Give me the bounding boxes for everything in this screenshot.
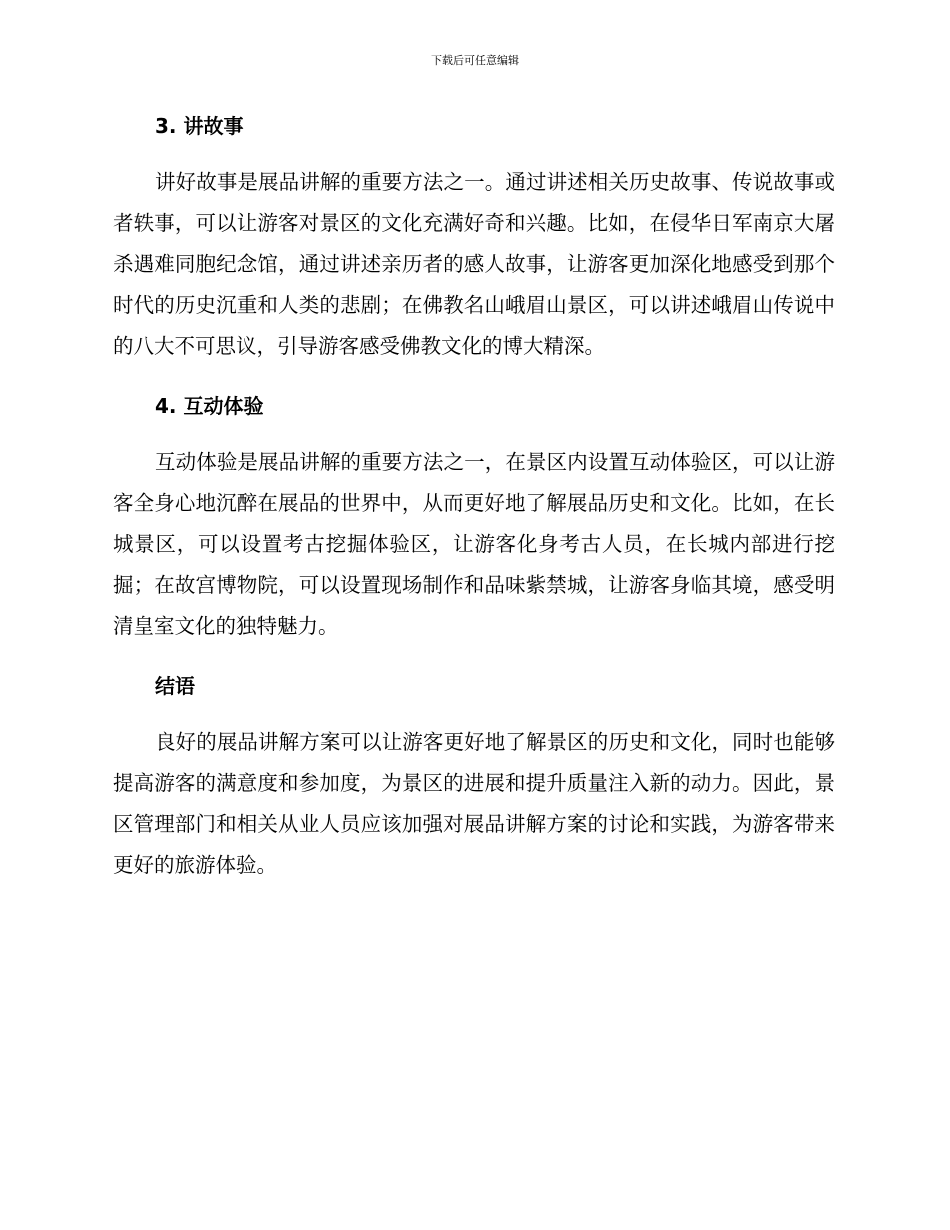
section-storytelling (113, 106, 835, 367)
section-conclusion (113, 666, 835, 886)
section-paragraph: 互动体验是展品讲解的重要方法之一，在景区内设置互动体验区，可以让游客全身心地沉醉在展品的世界中，从而更好地了解展品历史和文化。比如，在长城景区，可以设置考古挖掘体验区，让游客化身考古人员，在长城内部进行挖掘；在故宫博物院，可以设置现场制作和品味紫禁城，让游客身临其境，感受明清皇室文化的独特魅力。 (113, 450, 835, 638)
section-paragraph: 良好的展品讲解方案可以让游客更好地了解景区的历史和文化，同时也能够提高游客的满意度和参加度，为景区的进展和提升质量注入新的动力。因此，景区管理部门和相关从业人员应该加强对展品讲解方案的讨论和实践，为游客带来更好的旅游体验。 (113, 730, 835, 877)
section-heading: 3. 讲故事 (155, 114, 244, 138)
page-header-note: 下载后可任意编辑 (431, 54, 519, 67)
section-paragraph: 讲好故事是展品讲解的重要方法之一。通过讲述相关历史故事、传说故事或者轶事，可以让游客对景区的文化充满好奇和兴趣。比如，在侵华日军南京大屠杀遇难同胞纪念馆，通过讲述亲历者的感人故事，让游客更加深化地感受到那个时代的历史沉重和人类的悲剧；在佛教名山峨眉山景区，可以讲述峨眉山传说中的八大不可思议，引导游客感受佛教文化的博大精深。 (113, 170, 835, 358)
section-heading: 结语 (155, 674, 195, 698)
document-body (113, 106, 835, 905)
section-interactive-experience (113, 386, 835, 647)
section-heading: 4. 互动体验 (155, 394, 264, 418)
